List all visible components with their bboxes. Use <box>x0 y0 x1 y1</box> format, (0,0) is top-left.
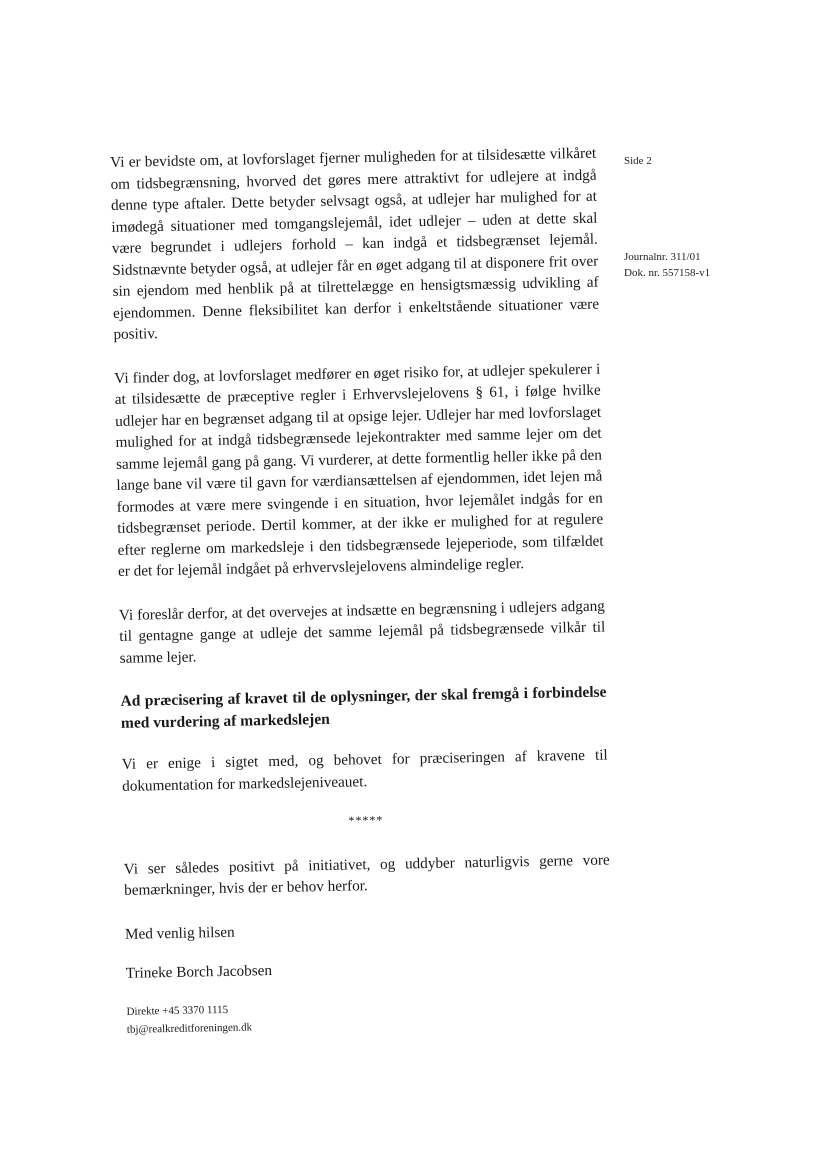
paragraph-2: Vi finder dog, at lovforslaget medfører en øget risiko for, at udlejer spekulerer i at tilsidesætte de præceptive regler i Erhvervslejelovens § 61, i følge hvilke udlejer har en begrænset adgang til at opsige lejer. Udlejer har med lovforslaget mulighed for at indgå tidsbegrænsede lejekontrakter med samme lejer om det samme lejemål gang på gang. Vi vurderer, at dette formentlig heller ikke på den lange bane vil være til gavn for værdiansættelsen af ejendommen, idet lejen må formodes at være mere svingende i en situation, hvor lejemålet indgås for en tidsbegrænset periode. Dertil kommer, at der ikke er mulighed for at regulere efter reglerne om markedsleje i den tidsbegrænsede lejeperiode, som tilfældet er det for lejemål indgået på erhvervslejelovens almindelige regler. <box>114 360 604 580</box>
paragraph-after-heading: Vi er enige i sigtet med, og behovet for præciseringen af kravene til dokumentation for markedslejeniveauet. <box>121 746 608 795</box>
paragraph-3: Vi foreslår derfor, at det overvejes at indsætte en begrænsning i udlejers adgang til gentagne gange at udleje det samme lejemål på tidsbegrænsede vilkår til samme lejer. <box>118 597 606 667</box>
closing-greeting: Med venlig hilsen <box>124 923 235 943</box>
section-heading: Ad præcisering af kravet til de oplysninger, der skal fremgå i forbindelse med vurdering af markedslejen <box>120 683 607 732</box>
separator: ***** <box>348 812 384 828</box>
contact-email[interactable]: tbj@realkreditforeningen.dk <box>126 1020 253 1036</box>
document-number: Dok. nr. 557158-v1 <box>624 267 711 279</box>
contact-block <box>126 993 613 1038</box>
signature-name: Trineke Borch Jacobsen <box>125 962 273 982</box>
paragraph-1: Vi er bevidste om, at lovforslaget fjerner muligheden for at tilsidesætte vilkåret om tidsbegrænsning, hvorved det gøres mere attraktivt for udlejere at indgå denne type aftaler. Dette betyder selvsagt også, at udlejer har mulighed for at imødegå situationer med tomgangslejemål, idet udlejer – uden at dette skal være begrundet i udlejers forhold – kan indgå et tidsbegrænset lejemål. Sidstnævnte betyder også, at udlejer får en øget adgang til at disponere frit over sin ejendom med henblik på at tilrettelægge en hensigtsmæssig udvikling af ejendommen. Denne fleksibilitet kan derfor i enkeltstående situationer være positiv. <box>110 144 600 343</box>
page-number: Side 2 <box>624 155 652 167</box>
letter-body <box>110 143 613 1039</box>
contact-phone: Direkte +45 3370 1115 <box>126 1003 229 1018</box>
final-paragraph: Vi ser således positivt på initiativet, og uddyber naturligvis gerne vore bemærkninger, hvis der er behov herfor. <box>123 851 610 899</box>
journal-number: Journalnr. 311/01 <box>624 251 701 263</box>
sidebar-meta <box>624 153 814 281</box>
